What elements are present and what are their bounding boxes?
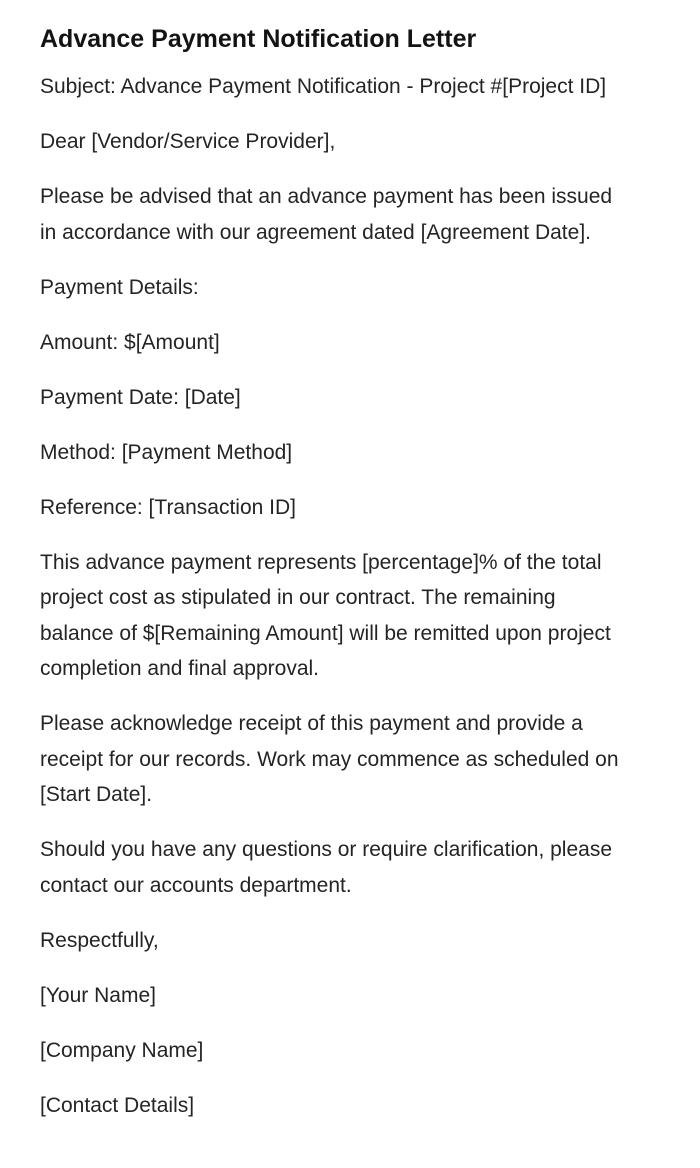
letter-subject-line: Subject: Advance Payment Notification - Project #[Project ID] <box>40 75 607 98</box>
payment-date-line: Payment Date: [Date] <box>40 385 241 409</box>
closing-line: Respectfully, <box>40 928 159 952</box>
payment-amount-line: Amount: $[Amount] <box>40 330 220 354</box>
payment-reference-line: Reference: [Transaction ID] <box>40 495 296 519</box>
letter-title: Advance Payment Notification Letter <box>40 25 477 53</box>
letter-content <box>40 24 634 1123</box>
letter-salutation: Dear [Vendor/Service Provider], <box>40 130 336 153</box>
percentage-terms-paragraph: This advance payment represents [percentage]% of the total project cost as stipulated in our contract. The remaining balance of $[Remaining Amount] will be remitted upon project completion and final approval. <box>40 550 611 680</box>
signature-company-line: [Company Name] <box>40 1038 204 1062</box>
acknowledgement-paragraph: Please acknowledge receipt of this payment and provide a receipt for our records. Work may commence as scheduled on [Start Date]. <box>40 712 619 806</box>
letter-intro-paragraph: Please be advised that an advance payment has been issued in accordance with our agreement dated [Agreement Date]. <box>40 185 613 244</box>
signature-contact-line: [Contact Details] <box>40 1093 195 1117</box>
payment-method-line: Method: [Payment Method] <box>40 440 293 464</box>
questions-paragraph: Should you have any questions or require clarification, please contact our accounts department. <box>40 838 613 897</box>
signature-name-line: [Your Name] <box>40 983 156 1007</box>
payment-details-heading: Payment Details: <box>40 275 199 299</box>
